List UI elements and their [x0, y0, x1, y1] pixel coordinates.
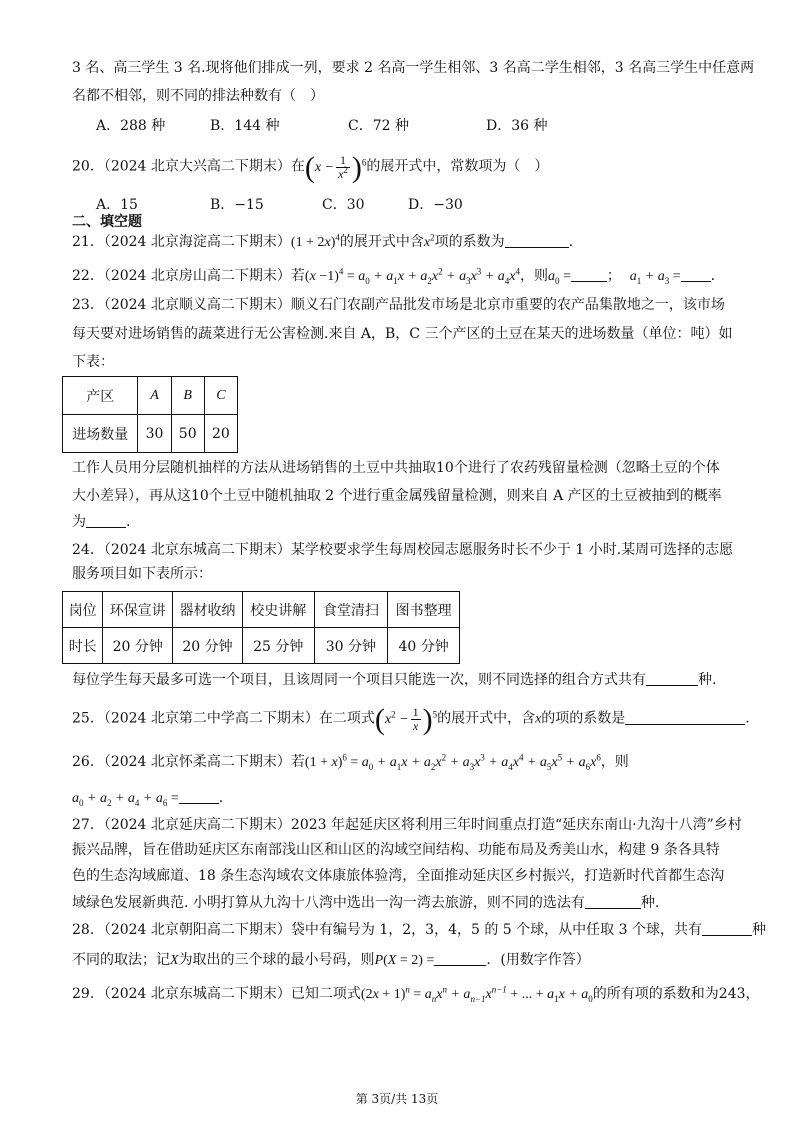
q22-tail: ，则 [519, 268, 548, 284]
q24-line-2: 服务项目如下表所示： [72, 566, 212, 582]
q26-sum-expression: $a_0 + a_2 + a_4 + a_6$ = [72, 791, 179, 808]
q22-number: 22． [72, 268, 104, 284]
q25-number: 25． [72, 710, 104, 727]
q27-text-4: 域绿色发展新典范. 小明打算从九沟十八湾中选出一沟一湾去旅游，则不同的选法有 [72, 895, 585, 911]
q27-line-2: 振兴品牌，旨在借助延庆区东南部浅山区和山区的沟域空间结构、功能布局及秀美山水，构建 9 条各具特 [72, 842, 720, 858]
q21-tail: 的展开式中含 [339, 234, 424, 250]
q24-item-2: 器材收纳 [173, 592, 243, 628]
q21-answer-blank[interactable] [505, 233, 569, 248]
q24-row2-label: 时长 [63, 628, 103, 664]
q28-line-2 [72, 950, 724, 971]
q23-line-6: 为 . [72, 514, 131, 530]
q26-tail: ，则 [600, 754, 629, 770]
q26-answer-blank[interactable] [179, 789, 219, 804]
q23-line-1 [72, 295, 724, 315]
q23-header-c: C [204, 377, 237, 415]
q24-time-1: 20 分钟 [103, 628, 173, 664]
q19-option-c[interactable]: C．72 种 [348, 118, 409, 134]
q20-option-a[interactable]: A．15 [96, 197, 138, 213]
q20-number: 20． [72, 158, 104, 175]
section-heading-fill-in: 二、填空题 [72, 214, 142, 230]
q21-line: 21．（2024 北京海淀高二下期末）$(1 + 2x)^4$的展开式中含$x^2$项的系数为 . [72, 232, 574, 250]
q29-line [72, 984, 760, 1005]
q23-header-region: 产区 [63, 377, 138, 415]
q27-line-3: 色的生态沟域廊道、18 条生态沟域农文体康旅体验湾，全面推动延庆区乡村振兴，打造新时代首都生态沟 [72, 868, 725, 884]
q24-time-2: 20 分钟 [173, 628, 243, 664]
q23-header-b: B [171, 377, 204, 415]
q24-number: 24． [72, 542, 104, 558]
q29-tail: 的所有项的系数和为243， [592, 986, 760, 1002]
q22-expression: $(x -1)^4 = a_0 + a_1x + a_2x^2 + a_3x^3 + a_4x^4$ [304, 266, 520, 286]
q28-text-1-end: 种 [751, 922, 766, 938]
q21-source: （2024 北京海淀高二下期末） [103, 234, 291, 250]
q25-tail-2: 的项的系数是 [541, 710, 626, 727]
q24-item-1: 环保宣讲 [103, 592, 173, 628]
q29-expression: $(2x + 1)^n = a_nx^n + a_{n-1}x^{n-1}$ + ... + $a_1x + a_0$ [360, 984, 593, 1004]
q26-number: 26． [72, 754, 104, 770]
q21-expression: $(1 + 2x)^4$ [290, 232, 340, 250]
q28-var-x: X [170, 953, 179, 968]
q19-option-b[interactable]: B．144 种 [210, 118, 280, 134]
q24-time-4: 30 分钟 [314, 628, 388, 664]
q22-line: 22．（2024 北京房山高二下期末）若$(x -1)^4 = a_0 + a_1x + a_2x^2 + a_3x^3 + a_4x^4$，则$a_0$ = ； $a_1 + a_3$ = . [72, 266, 716, 286]
q24-answer-blank[interactable] [646, 671, 698, 686]
q26-line-2: $a_0 + a_2 + a_4 + a_6$ = . [72, 790, 224, 808]
q23-value-a: 30 [138, 415, 171, 453]
q22-source: （2024 北京房山高二下期末）若 [103, 268, 305, 284]
q23-value-b: 50 [171, 415, 204, 453]
q21-tail-2: 项的系数为 [434, 234, 505, 250]
q27-text-1: （2024 北京延庆高二下期末）2023 年起延庆区将利用三年时间重点打造“延庆东南山·九沟十八湾”乡村 [103, 817, 742, 833]
q25-source: （2024 北京第二中学高二下期末）在二项式 [103, 710, 375, 727]
q19-option-a[interactable]: A．288 种 [96, 118, 166, 134]
q25-answer-blank[interactable] [625, 710, 745, 725]
q27-number: 27． [72, 817, 104, 833]
q20-tail: 的展开式中，常数项为（ ） [366, 158, 549, 175]
q23-line-2: 每天要对进场销售的蔬菜进行无公害检测.来自 A，B，C 三个产区的土豆在某天的进场数量（单位：吨）如 [72, 326, 733, 342]
q28-text-1: （2024 北京朝阳高二下期末）袋中有编号为 1，2，3，4，5 的 5 个球，从中任取 3 个球，共有 [103, 922, 702, 938]
q20-option-b[interactable]: B．−15 [210, 197, 264, 213]
q20-line [72, 150, 724, 184]
q25-x: x [535, 711, 542, 727]
q26-line-1 [72, 752, 724, 773]
q24-item-3: 校史讲解 [242, 592, 314, 628]
q28-line-1 [72, 920, 766, 940]
q19-line-2: 名都不相邻，则不同的排法种数有（ ） [72, 88, 324, 104]
q22-tail-2: ； [606, 268, 621, 284]
q24-table [62, 591, 460, 664]
q23-text-6: 为 [72, 514, 86, 530]
q23-table [62, 376, 238, 453]
q27-line-4 [72, 893, 724, 913]
q23-line-3: 下表： [72, 354, 114, 370]
q23-answer-blank[interactable] [86, 513, 126, 528]
q28-text-2a: 不同的取法；记 [72, 952, 170, 968]
q24-text-3: 每位学生每天最多可选一个项目，且该周同一个项目只能选一次，则不同选择的组合方式共有 [72, 672, 646, 688]
q24-item-5: 图书整理 [388, 592, 460, 628]
q25-line: 25．（2024 北京第二中学高二下期末）在二项式($x^2$ − $\frac{1}{x}$ )$^5$的展开式中，含x的项的系数是 . [72, 702, 750, 736]
q27-line-1 [72, 815, 742, 835]
q22-answer-blank-2[interactable] [681, 267, 711, 282]
q23-line-4: 工作人员用分层随机抽样的方法从进场销售的土豆中共抽取10个进行了农药残留量检测（忽略土豆的个体 [72, 460, 720, 476]
q24-time-3: 25 分钟 [242, 628, 314, 664]
q23-row-label: 进场数量 [63, 415, 138, 453]
page-footer: 第 3页/共 13页 [355, 1092, 439, 1106]
q21-number: 21． [72, 234, 104, 250]
q24-row1-label: 岗位 [63, 592, 103, 628]
q27-text-4-end: 种. [640, 895, 660, 911]
q28-probability: P(X = 2) = [374, 953, 435, 968]
q28-text-2-end: ．(用数字作答） [486, 952, 590, 968]
q24-item-4: 食堂清扫 [314, 592, 388, 628]
q26-source: （2024 北京怀柔高二下期末）若 [103, 754, 305, 770]
q23-number: 23． [72, 297, 104, 313]
q23-header-a: A [138, 377, 171, 415]
q21-term: $x^2$ [423, 232, 435, 250]
q24-text-3-end: 种. [698, 672, 717, 688]
q25-expression: ($x^2$ − $\frac{1}{x}$ )$^5$ [374, 702, 438, 736]
q28-answer-blank-2[interactable] [434, 951, 486, 966]
q29-number: 29． [72, 986, 104, 1002]
q23-text-1: （2024 北京顺义高二下期末）顺义石门农副产品批发市场是北京市重要的农产品集散地之一，该市场 [103, 297, 725, 313]
q19-option-d[interactable]: D．36 种 [486, 118, 548, 134]
q29-source: （2024 北京东城高二下期末）已知二项式 [103, 986, 361, 1002]
q24-line-3 [72, 670, 724, 690]
q24-text-1: （2024 北京东城高二下期末）某学校要求学生每周校园志愿服务时长不少于 1 小时.某周可选择的志愿 [103, 542, 734, 558]
q24-time-5: 40 分钟 [388, 628, 460, 664]
q22-a0: $a_0$ = [547, 269, 571, 286]
q20-source: （2024 北京大兴高二下期末）在 [103, 158, 305, 175]
q27-answer-blank[interactable] [585, 894, 641, 909]
q25-tail: 的展开式中，含 [437, 710, 536, 727]
q20-option-d[interactable]: D．−30 [408, 197, 463, 213]
q23-value-c: 20 [204, 415, 237, 453]
q19-line-1: 3 名、高三学生 3 名.现将他们排成一列，要求 2 名高一学生相邻、3 名高二学生相邻，3 名高三学生中任意两 [72, 60, 755, 76]
q22-answer-blank-1[interactable] [571, 267, 607, 282]
q28-answer-blank-1[interactable] [702, 921, 752, 936]
q28-text-2b: 为取出的三个球的最小号码，则 [178, 952, 375, 968]
q23-line-5: 大小差异），再从这10个土豆中随机抽取 2 个进行重金属残留量检测，则来自 A 产区的土豆被抽到的概率 [72, 488, 722, 504]
q22-a1-a3: $a_1 + a_3$ = [629, 269, 681, 286]
q24-line-1 [72, 540, 734, 560]
q20-expression: (x − $\frac{1}{x^2}$ )$^6$ [304, 150, 367, 184]
q26-expression: $(1 + x)^6 = a_0 + a_1x + a_2x^2 + a_3x^3 + a_4x^4 + a_5x^5 + a_6x^6$ [304, 752, 601, 772]
q28-number: 28． [72, 922, 104, 938]
q20-option-c[interactable]: C．30 [322, 197, 365, 213]
